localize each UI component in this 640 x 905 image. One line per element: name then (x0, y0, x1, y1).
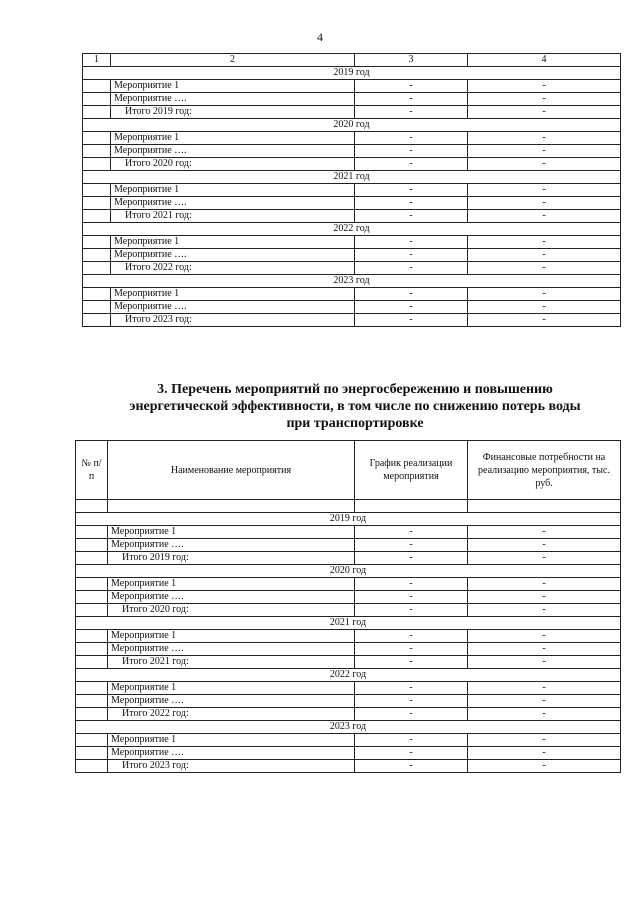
schedule-cell: - (355, 314, 468, 327)
table-row (83, 288, 621, 301)
schedule-cell: - (355, 197, 468, 210)
measure-name: Мероприятие 1 (111, 80, 355, 93)
year-row (76, 565, 621, 578)
finance-cell: - (468, 539, 621, 552)
table-row (76, 682, 621, 695)
measure-name: Мероприятие 1 (108, 578, 355, 591)
column-number-1: 1 (83, 54, 111, 67)
schedule-cell: - (355, 301, 468, 314)
number-cell (83, 236, 111, 249)
total-label: Итого 2021 год: (111, 210, 355, 223)
total-row (76, 656, 621, 669)
number-cell (76, 695, 108, 708)
finance-cell: - (468, 197, 621, 210)
number-cell (83, 184, 111, 197)
table-row (76, 734, 621, 747)
schedule-cell: - (355, 526, 468, 539)
number-cell (83, 145, 111, 158)
schedule-cell: - (355, 578, 468, 591)
total-label: Итого 2019 год: (111, 106, 355, 119)
table-row (83, 301, 621, 314)
schedule-cell: - (355, 210, 468, 223)
finance-cell: - (468, 132, 621, 145)
year-label: 2021 год (83, 171, 621, 184)
schedule-cell: - (355, 630, 468, 643)
total-row (83, 210, 621, 223)
total-label: Итого 2022 год: (111, 262, 355, 275)
table-row (83, 93, 621, 106)
schedule-cell: - (355, 80, 468, 93)
number-cell (83, 262, 111, 275)
finance-cell: - (468, 106, 621, 119)
number-cell (76, 708, 108, 721)
schedule-cell: - (355, 288, 468, 301)
table-row (76, 578, 621, 591)
column-number-3: 3 (355, 54, 468, 67)
table-row (83, 249, 621, 262)
year-label: 2022 год (83, 223, 621, 236)
year-label: 2019 год (83, 67, 621, 80)
total-row (83, 158, 621, 171)
year-label: 2021 год (76, 617, 621, 630)
measure-name: Мероприятие 1 (111, 288, 355, 301)
finance-cell: - (468, 236, 621, 249)
year-row (76, 669, 621, 682)
measures-table-body (83, 54, 621, 327)
column-number-4: 4 (468, 54, 621, 67)
finance-cell: - (468, 249, 621, 262)
schedule-cell: - (355, 106, 468, 119)
total-row (76, 708, 621, 721)
finance-cell: - (468, 184, 621, 197)
finance-cell: - (468, 262, 621, 275)
measure-name: Мероприятие …. (108, 591, 355, 604)
table-row (76, 591, 621, 604)
year-row (76, 617, 621, 630)
finance-cell: - (468, 158, 621, 171)
schedule-cell: - (355, 604, 468, 617)
number-cell (76, 682, 108, 695)
section-3-title (90, 381, 620, 432)
header-finance: Финансовые потребности на реализацию мероприятия, тыс. руб. (468, 441, 621, 500)
finance-cell: - (468, 695, 621, 708)
measure-name: Мероприятие 1 (108, 630, 355, 643)
column-number-2: 2 (111, 54, 355, 67)
measure-name: Мероприятие …. (111, 301, 355, 314)
energy-saving-table-body (76, 513, 621, 773)
year-label: 2022 год (76, 669, 621, 682)
table-row (83, 145, 621, 158)
year-row (76, 513, 621, 526)
measure-name: Мероприятие 1 (108, 734, 355, 747)
table-header-spacer-row (76, 500, 621, 513)
finance-cell: - (468, 526, 621, 539)
number-cell (83, 210, 111, 223)
number-cell (76, 604, 108, 617)
schedule-cell: - (355, 236, 468, 249)
table-row (83, 132, 621, 145)
measure-name: Мероприятие …. (111, 145, 355, 158)
finance-cell: - (468, 80, 621, 93)
total-label: Итого 2020 год: (111, 158, 355, 171)
total-label: Итого 2023 год: (108, 760, 355, 773)
table-row (83, 184, 621, 197)
total-label: Итого 2022 год: (108, 708, 355, 721)
spacer-cell (355, 500, 468, 513)
finance-cell: - (468, 145, 621, 158)
total-row (76, 760, 621, 773)
measure-name: Мероприятие …. (108, 747, 355, 760)
finance-cell: - (468, 552, 621, 565)
total-label: Итого 2019 год: (108, 552, 355, 565)
number-cell (83, 80, 111, 93)
section-3-title-line: 3. Перечень мероприятий по энергосбережению и повышению (157, 382, 553, 397)
schedule-cell: - (355, 682, 468, 695)
finance-cell: - (468, 314, 621, 327)
schedule-cell: - (355, 708, 468, 721)
number-cell (83, 249, 111, 262)
total-row (76, 552, 621, 565)
table-row (76, 539, 621, 552)
energy-saving-measures-table (75, 440, 621, 773)
number-cell (76, 643, 108, 656)
number-cell (83, 288, 111, 301)
total-row (83, 106, 621, 119)
number-cell (83, 93, 111, 106)
finance-cell: - (468, 630, 621, 643)
measure-name: Мероприятие 1 (108, 526, 355, 539)
table-row (76, 630, 621, 643)
year-label: 2023 год (83, 275, 621, 288)
measure-name: Мероприятие 1 (108, 682, 355, 695)
schedule-cell: - (355, 262, 468, 275)
header-measure-name: Наименование мероприятия (108, 441, 355, 500)
section-3-title-line: при транспортировке (286, 416, 424, 431)
table-row (76, 526, 621, 539)
schedule-cell: - (355, 760, 468, 773)
number-cell (83, 301, 111, 314)
number-cell (76, 526, 108, 539)
total-row (83, 314, 621, 327)
year-row (83, 275, 621, 288)
number-cell (83, 106, 111, 119)
year-label: 2020 год (83, 119, 621, 132)
year-label: 2019 год (76, 513, 621, 526)
measure-name: Мероприятие 1 (111, 236, 355, 249)
measure-name: Мероприятие 1 (111, 132, 355, 145)
schedule-cell: - (355, 184, 468, 197)
section-3-title-line: энергетической эффективности, в том числе по снижению потерь воды (129, 399, 581, 414)
number-cell (76, 630, 108, 643)
table-row (83, 80, 621, 93)
number-cell (83, 197, 111, 210)
finance-cell: - (468, 760, 621, 773)
finance-cell: - (468, 643, 621, 656)
year-label: 2023 год (76, 721, 621, 734)
measure-name: Мероприятие …. (108, 643, 355, 656)
measure-name: Мероприятие …. (108, 539, 355, 552)
year-row (76, 721, 621, 734)
table-row (83, 236, 621, 249)
header-schedule: График реализации мероприятия (355, 441, 468, 500)
schedule-cell: - (355, 132, 468, 145)
number-cell (76, 552, 108, 565)
measure-name: Мероприятие …. (108, 695, 355, 708)
number-cell (76, 734, 108, 747)
schedule-cell: - (355, 695, 468, 708)
schedule-cell: - (355, 656, 468, 669)
finance-cell: - (468, 591, 621, 604)
measure-name: Мероприятие …. (111, 197, 355, 210)
schedule-cell: - (355, 249, 468, 262)
schedule-cell: - (355, 643, 468, 656)
total-label: Итого 2020 год: (108, 604, 355, 617)
spacer-cell (468, 500, 621, 513)
schedule-cell: - (355, 93, 468, 106)
number-cell (76, 539, 108, 552)
finance-cell: - (468, 747, 621, 760)
measure-name: Мероприятие 1 (111, 184, 355, 197)
finance-cell: - (468, 734, 621, 747)
year-row (83, 223, 621, 236)
column-number-row (83, 54, 621, 67)
header-number: № п/п (76, 441, 108, 500)
number-cell (83, 158, 111, 171)
number-cell (76, 760, 108, 773)
finance-cell: - (468, 288, 621, 301)
finance-cell: - (468, 604, 621, 617)
measure-name: Мероприятие …. (111, 249, 355, 262)
number-cell (76, 656, 108, 669)
finance-cell: - (468, 656, 621, 669)
spacer-cell (108, 500, 355, 513)
table-header-row (76, 441, 621, 500)
finance-cell: - (468, 301, 621, 314)
total-label: Итого 2023 год: (111, 314, 355, 327)
spacer-cell (76, 500, 108, 513)
year-row (83, 171, 621, 184)
number-cell (76, 578, 108, 591)
year-label: 2020 год (76, 565, 621, 578)
finance-cell: - (468, 93, 621, 106)
schedule-cell: - (355, 591, 468, 604)
table-row (76, 747, 621, 760)
total-row (83, 262, 621, 275)
schedule-cell: - (355, 552, 468, 565)
year-row (83, 119, 621, 132)
number-cell (83, 132, 111, 145)
finance-cell: - (468, 578, 621, 591)
schedule-cell: - (355, 747, 468, 760)
measures-table-continued (82, 53, 621, 327)
table-row (83, 197, 621, 210)
number-cell (76, 747, 108, 760)
schedule-cell: - (355, 539, 468, 552)
finance-cell: - (468, 210, 621, 223)
table-row (76, 643, 621, 656)
number-cell (83, 314, 111, 327)
finance-cell: - (468, 708, 621, 721)
year-row (83, 67, 621, 80)
measure-name: Мероприятие …. (111, 93, 355, 106)
total-label: Итого 2021 год: (108, 656, 355, 669)
total-row (76, 604, 621, 617)
finance-cell: - (468, 682, 621, 695)
schedule-cell: - (355, 145, 468, 158)
schedule-cell: - (355, 734, 468, 747)
page-number: 4 (317, 30, 323, 44)
schedule-cell: - (355, 158, 468, 171)
table-row (76, 695, 621, 708)
number-cell (76, 591, 108, 604)
